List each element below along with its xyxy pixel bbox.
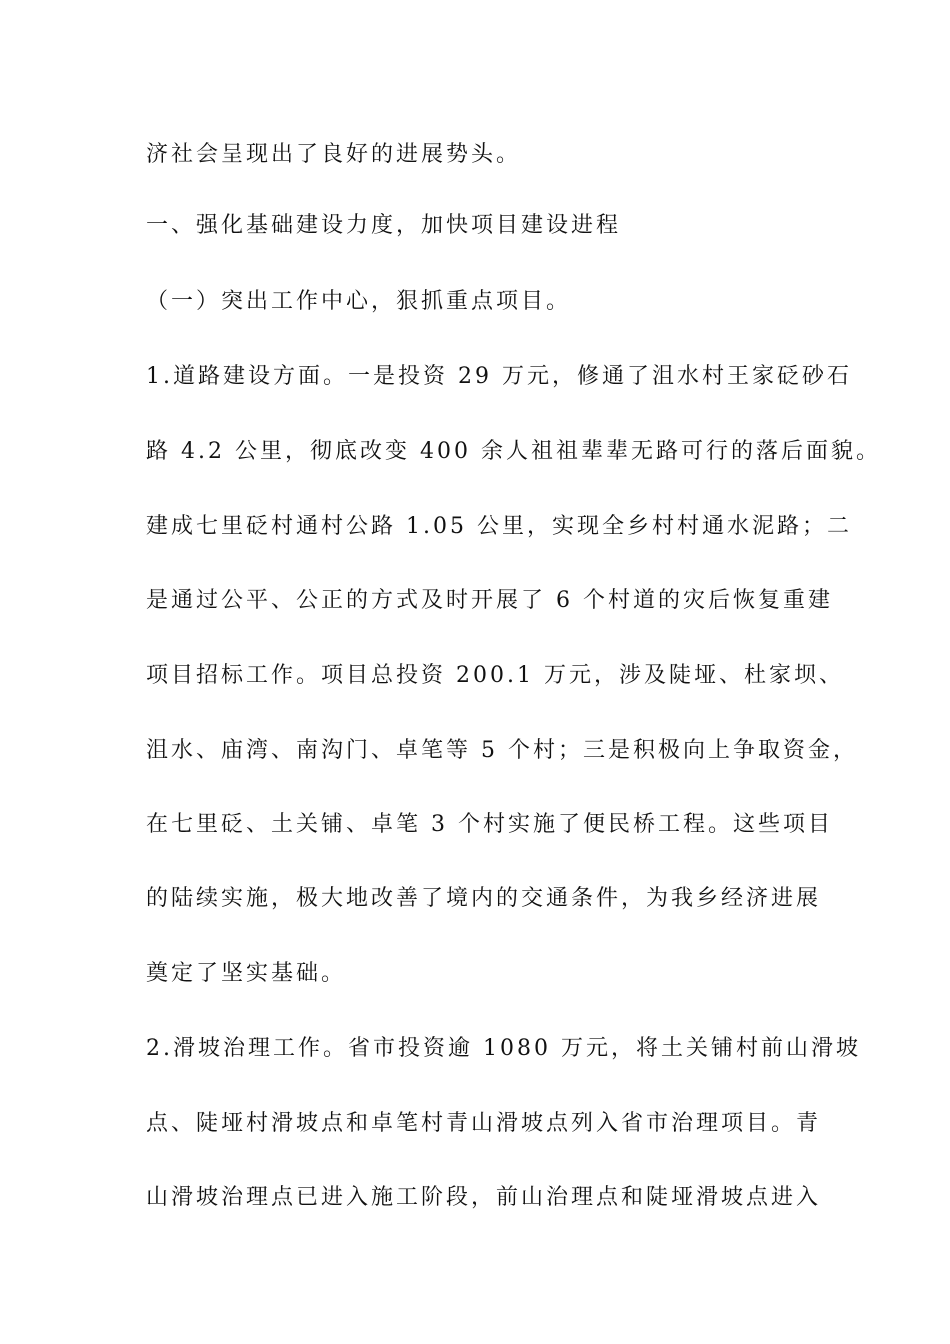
section-heading: 一、强化基础建设力度，加快项目建设进程 bbox=[146, 213, 622, 238]
paragraph-line: 的陆续实施，极大地改善了境内的交通条件，为我乡经济进展 bbox=[146, 886, 822, 911]
paragraph-line: 奠定了坚实基础。 bbox=[146, 961, 347, 986]
paragraph-line: 2.滑坡治理工作。省市投资逾 1080 万元，将土关铺村前山滑坡 bbox=[146, 1036, 861, 1061]
paragraph-line: 路 4.2 公里，彻底改变 400 余人祖祖辈辈无路可行的落后面貌。 bbox=[146, 439, 881, 464]
paragraph-line: 在七里砭、土关铺、卓笔 3 个村实施了便民桥工程。这些项目 bbox=[146, 812, 833, 837]
paragraph-line: 山滑坡治理点已进入施工阶段，前山治理点和陡垭滑坡点进入 bbox=[146, 1185, 822, 1210]
paragraph-line: 1.道路建设方面。一是投资 29 万元，修通了沮水村王家砭砂石 bbox=[146, 364, 852, 389]
paragraph-line: 济社会呈现出了良好的进展势头。 bbox=[146, 142, 522, 167]
subsection-heading: （一）突出工作中心，狠抓重点项目。 bbox=[146, 289, 572, 314]
paragraph-line: 建成七里砭村通村公路 1.05 公里，实现全乡村村通水泥路；二 bbox=[146, 514, 852, 539]
paragraph-line: 点、陡垭村滑坡点和卓笔村青山滑坡点列入省市治理项目。青 bbox=[146, 1111, 822, 1136]
paragraph-line: 是通过公平、公正的方式及时开展了 6 个村道的灾后恢复重建 bbox=[146, 588, 833, 613]
paragraph-line: 项目招标工作。项目总投资 200.1 万元，涉及陡垭、杜家坝、 bbox=[146, 663, 844, 688]
paragraph-line: 沮水、庙湾、南沟门、卓笔等 5 个村；三是积极向上争取资金， bbox=[146, 738, 858, 763]
